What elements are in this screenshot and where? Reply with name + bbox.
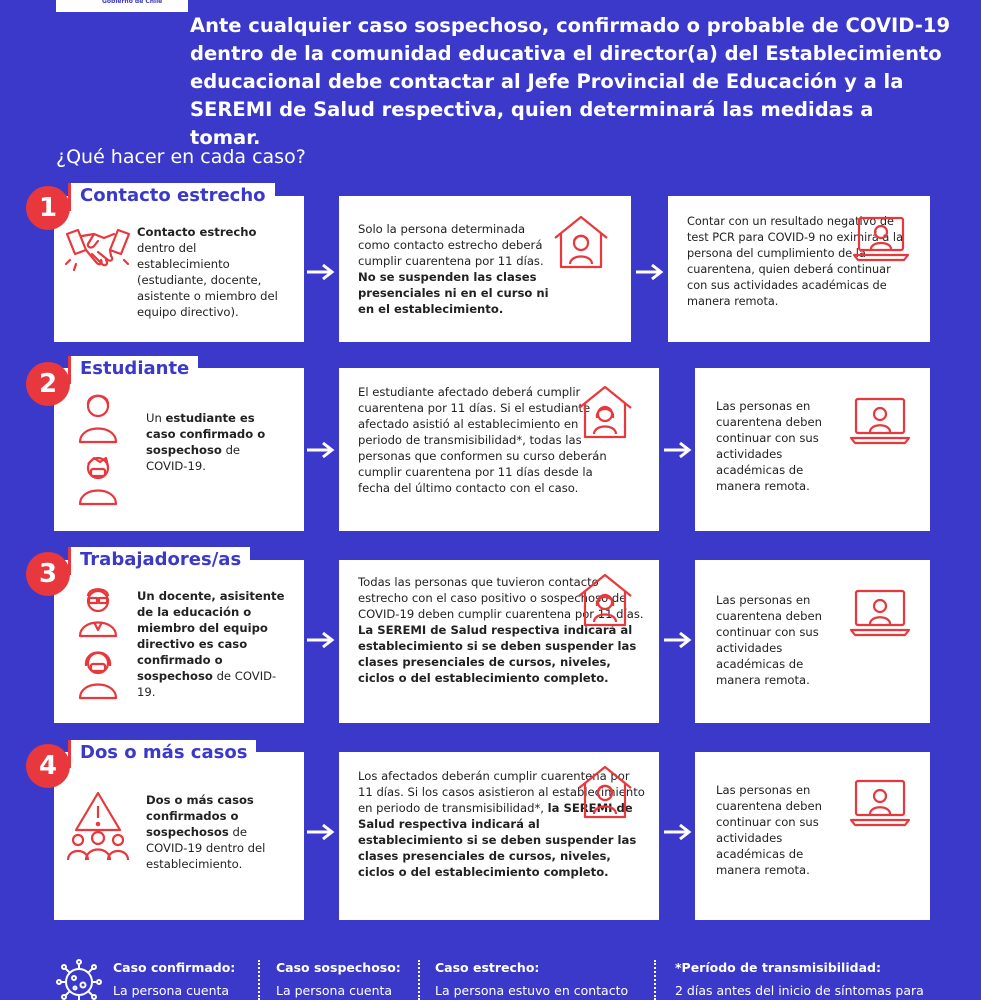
legend-divider (654, 960, 656, 1000)
case-2-who-pre: Un (146, 411, 162, 425)
case-4-title: Dos o más casos (68, 740, 256, 768)
case-2-follow-text: Las personas en cuarentena deben continuar con sus actividades académicas de manera remota. (716, 399, 822, 493)
case-2-who-rest: de COVID-19. (146, 443, 241, 473)
case-3-arrow-1 (305, 630, 335, 650)
headline: Ante cualquier caso sospechoso, confirmado o probable de COVID-19 dentro de la comunidad educativa el director(a) del Establecimiento educacional debe contactar al Jefe Provincial de Educación y a la SEREMI de Salud respectiva, quien determinará las medidas a tomar. (190, 14, 951, 149)
gobierno-logo (56, 0, 188, 12)
case-1-follow-text: Contar con un resultado negativo de test PCR para COVID-9 no eximirá a la persona del cumplimiento de la cuarentena, quien deberá continuar con sus actividades académicas de manera remota. (687, 215, 903, 308)
laptop-remote-icon (852, 215, 910, 263)
case-2-number: 2 (26, 362, 70, 406)
case-3-action-rest: Todas las personas que tuvieron contacto estrecho con el caso positivo o sospechoso de COVID-19 deben cumplir cuarentena por 11 días. (358, 575, 644, 621)
student-icon (74, 390, 122, 446)
case-2-action-text: El estudiante afectado deberá cumplir cuarentena por 11 días. Si el estudiante afectado asistió al establecimiento en periodo de transmisibilidad*, todas las personas que conformen su curso deberán cumplir cuarentena por 11 días desde la fecha del último contacto con el caso. (358, 385, 607, 495)
group-warning-icon (64, 790, 132, 862)
virus-icon (52, 958, 106, 1000)
case-1-action-rest: Solo la persona determinada como contacto estrecho deberá cumplir cuarentena por 11 días. (358, 222, 544, 268)
legend-close-contact-text: La persona estuvo en contacto (435, 983, 629, 998)
worker-mask-icon (74, 646, 122, 702)
case-3-follow-text: Las personas en cuarentena deben continuar con sus actividades académicas de manera remota. (716, 593, 822, 687)
legend-transmission-text: 2 días antes del inicio de síntomas para (675, 983, 924, 998)
case-4-number: 4 (26, 744, 70, 788)
case-2-arrow-2 (662, 440, 692, 460)
logo-caption: Gobierno de Chile (102, 0, 163, 5)
case-3-arrow-2 (662, 630, 692, 650)
laptop-remote-icon (849, 588, 911, 638)
page-subtitle: ¿Qué hacer en cada caso? (56, 146, 306, 168)
legend-suspected-title: Caso sospechoso: (276, 960, 401, 975)
legend-suspected-text: La persona cuenta (276, 983, 393, 998)
case-1-who-rest: dentro del establecimiento (estudiante, docente, asistente o miembro del equipo directivo). (137, 241, 278, 319)
home-quarantine-icon (576, 764, 634, 820)
legend-confirmed-title: Caso confirmado: (113, 960, 236, 975)
home-quarantine-icon (576, 572, 634, 628)
worker-glasses-icon (74, 584, 122, 640)
case-2-who-text (146, 410, 276, 474)
case-4-arrow-1 (305, 822, 335, 842)
legend-transmission-title: *Período de transmisibilidad: (675, 960, 881, 975)
case-4-who-text (146, 792, 286, 872)
case-3-who-rest: de COVID-19. (137, 669, 277, 699)
case-3-title: Trabajadores/as (68, 547, 250, 575)
laptop-remote-icon (849, 778, 911, 828)
case-2-who-bold: estudiante es caso confirmado o sospechoso (146, 411, 266, 457)
case-4-action-rest: Los afectados deberán cumplir cuarentena por 11 días. Si los casos asistieron al establecimiento en periodo de transmisibilidad*, (358, 769, 645, 815)
student-mask-icon (74, 452, 122, 508)
case-4-follow-text: Las personas en cuarentena deben continuar con sus actividades académicas de manera remota. (716, 783, 822, 877)
case-1-arrow-2 (634, 262, 664, 282)
case-4-who-rest: de COVID-19 dentro del establecimiento. (146, 825, 266, 871)
case-3-who-text (137, 588, 287, 700)
home-quarantine-icon (576, 384, 634, 440)
laptop-remote-icon (849, 396, 911, 446)
case-4-who-bold: Dos o más casos confirmados o sospechosos (146, 793, 254, 839)
legend-divider (258, 960, 260, 1000)
case-1-who-text (137, 224, 287, 320)
case-4-arrow-2 (662, 822, 692, 842)
case-1-arrow-1 (305, 262, 335, 282)
legend-confirmed-text: La persona cuenta (113, 983, 230, 998)
handshake-icon (64, 224, 132, 276)
legend-close-contact-title: Caso estrecho: (435, 960, 540, 975)
case-3-who-bold: Un docente, asisitente de la educación o miembro del equipo directivo es caso confirmado o sospechoso (137, 589, 285, 683)
case-1-number: 1 (26, 186, 70, 230)
case-2-arrow-1 (305, 440, 335, 460)
case-4-action-bold: la SEREMI de Salud respectiva indicará al establecimiento si se deben suspender las clases presenciales de cursos, niveles, ciclos o del establecimiento completo. (358, 801, 637, 879)
case-1-who-bold: Contacto estrecho (137, 225, 257, 239)
case-3-number: 3 (26, 552, 70, 596)
case-2-title: Estudiante (68, 356, 198, 384)
legend-divider (418, 960, 420, 1000)
case-1-action-text (358, 221, 558, 317)
home-quarantine-icon (552, 214, 610, 270)
case-1-action-bold: No se suspenden las clases presenciales ni en el curso ni en el establecimiento. (358, 270, 549, 316)
case-3-action-bold: La SEREMI de Salud respectiva indicará al establecimiento si se deben suspender las clases presenciales de cursos, niveles, ciclos o del establecimiento completo. (358, 623, 637, 685)
case-1-title: Contacto estrecho (68, 183, 275, 211)
